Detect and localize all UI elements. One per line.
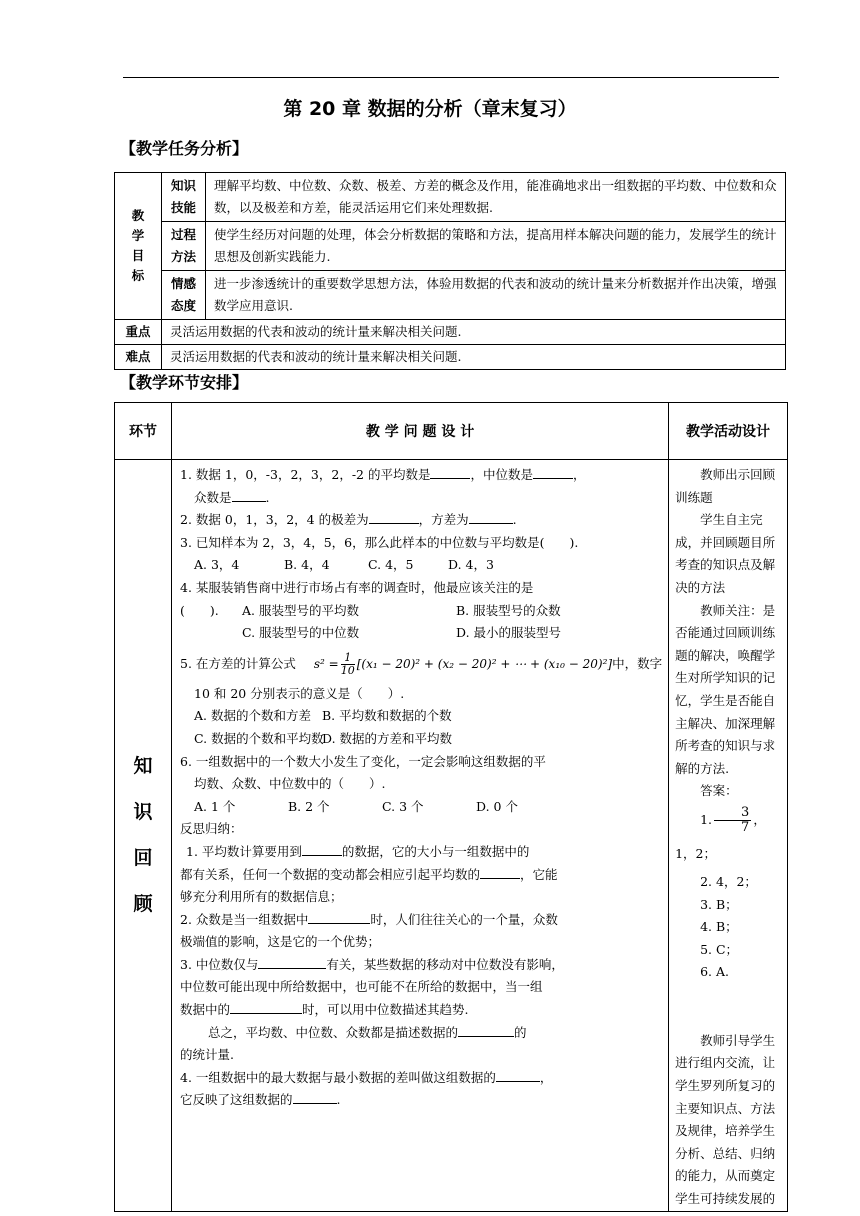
difficulty-text: 灵活运用数据的代表和波动的统计量来解决相关问题. [162, 345, 786, 370]
table-row [115, 460, 788, 1212]
reflection-2: 2. 众数是当一组数据中 时，人们往往关心的一个量，众数 [180, 909, 662, 932]
answer-item: 2. 4，2； [700, 873, 757, 889]
reflection-1-cont: 都有关系，任何一个数据的变动都会相应引起平均数的 ，它能 [180, 864, 662, 887]
row-label: 情感 态度 [162, 271, 206, 320]
row-text: 进一步渗透统计的重要数学思想方法，体验用数据的代表和波动的统计量来分析数据并作出决策，增强数学应用意识. [206, 271, 786, 320]
answer-label: 答案： [700, 783, 738, 799]
col-header-stage: 环节 [115, 403, 172, 460]
question-3-options: A. 3，4 B. 4，4 C. 4，5 D. 4，3 [194, 557, 494, 573]
row-text: 理解平均数、中位数、众数、极差、方差的概念及作用，能准确地求出一组数据的平均数、中位数和众数，以及极差和方差，能灵活运用它们来处理数据. [206, 173, 786, 222]
activity-text: 教师引导学生进行组内交流，让学生罗列所复习的主要知识点、方法及规律，培养学生分析、总结、归纳的能力，从而奠定学生可持续发展的 [675, 1032, 776, 1207]
col-header-question-design: 教 学 问 题 设 计 [172, 403, 669, 460]
table-row [115, 222, 786, 271]
question-1: 1. 数据 1，0，-3，2，3，2，-2 的平均数是 ，中位数是 ， [180, 464, 662, 487]
answer-item: 4. B； [700, 919, 738, 935]
reflection-4-cont: 它反映了这组数据的 . [180, 1089, 662, 1112]
reflection-3: 3. 中位数仅与 有关，某些数据的移动对中位数没有影响， [180, 954, 662, 977]
table-header-row [115, 403, 788, 460]
question-1-cont: 众数是 . [180, 487, 662, 510]
header-rule [123, 77, 779, 78]
stage-label: 知 识 回 顾 [115, 460, 172, 1212]
activity-text: 教师出示回顾训练题 [675, 467, 776, 505]
row-text: 使学生经历对问题的处理，体会分析数据的策略和方法，提高用样本解决问题的能力，发展学生的统计思想及创新实践能力. [206, 222, 786, 271]
task-analysis-table [114, 172, 786, 370]
reflection-heading: 反思归纳： [180, 821, 243, 837]
variance-formula: s² = $\frac{1}{10}$ [(x₁ − 20)² + (x₂ − 20)² + ⋯ + (x₁₀ − 20)²] [313, 650, 613, 677]
reflection-summary: 总之，平均数、中位数、众数都是描述数据的 的 [180, 1022, 662, 1045]
question-2: 2. 数据 0，1，3，2，4 的极差为 ，方差为 . [180, 509, 662, 532]
reflection-1-end: 够充分利用所有的数据信息； [180, 889, 343, 905]
reflection-3-cont2: 数据中的 时，可以用中位数描述其趋势. [180, 999, 662, 1022]
difficulty-label: 难点 [115, 345, 162, 370]
reflection-1: 1. 平均数计算要用到 的数据，它的大小与一组数据中的 [180, 841, 662, 864]
section-heading-teaching-plan: 【教学环节安排】 [120, 373, 249, 392]
question-6-cont: 均数、众数、中位数中的（ ）. [194, 776, 386, 792]
table-row [115, 271, 786, 320]
section-heading-task-analysis: 【教学任务分析】 [120, 139, 249, 158]
reflection-summary-cont: 的统计量. [180, 1047, 234, 1063]
key-label: 重点 [115, 320, 162, 345]
question-5: 5. 在方差的计算公式 s² = $\frac{1}{10}$ [(x₁ − 20)² + (x₂ − 20)² + ⋯ + (x₁₀ − 20)²]中，数字 [180, 650, 663, 677]
question-5-cont: 10 和 20 分别表示的意义是（ ）. [194, 685, 405, 701]
question-5-options-b: C. 数据的个数和平均数D. 数据的方差和平均数 [194, 730, 453, 746]
key-text: 灵活运用数据的代表和波动的统计量来解决相关问题. [162, 320, 786, 345]
question-5-options-a: A. 数据的个数和方差 B. 平均数和数据的个数 [194, 708, 452, 724]
teaching-plan-table [114, 402, 788, 1212]
answer-1: 1. $\frac{3}{7}$ ，1，2； [675, 804, 766, 861]
row-label: 过程 方法 [162, 222, 206, 271]
answer-item: 3. B； [700, 896, 738, 912]
answer-item: 5. C； [700, 941, 739, 957]
activity-text: 教师关注：是否能通过回顾训练题的解决，唤醒学生对所学知识的记忆，学生是否能自主解决、加深理解所考查的知识与求解的方法. [675, 602, 776, 776]
row-label: 知识 技能 [162, 173, 206, 222]
question-design-cell [172, 460, 669, 1212]
table-row [115, 173, 786, 222]
reflection-3-cont: 中位数可能出现中所给数据中，也可能不在所给的数据中，当一组 [180, 979, 543, 995]
col-header-activity-design: 教学活动设计 [669, 403, 788, 460]
answer-item: 6. A. [700, 964, 729, 980]
question-6: 6. 一组数据中的一个数大小发生了变化，一定会影响这组数据的平 [180, 753, 546, 769]
question-4-options-b: C. 服装型号的中位数 D. 最小的服装型号 [242, 625, 562, 641]
page-title: 第 20 章 数据的分析（章末复习） [283, 98, 577, 120]
goal-label: 教 学 目 标 [115, 173, 162, 320]
table-row [115, 345, 786, 370]
activity-text: 学生自主完成，并回顾题目所考查的知识点及解决的方法 [675, 512, 776, 595]
question-4: 4. 某服装销售商中进行市场占有率的调查时，他最应该关注的是 [180, 579, 534, 595]
table-row [115, 320, 786, 345]
activity-design-cell [669, 460, 788, 1212]
reflection-4: 4. 一组数据中的最大数据与最小数据的差叫做这组数据的 ， [180, 1067, 662, 1090]
question-4-options-a: ( ). A. 服装型号的平均数 B. 服装型号的众数 [180, 602, 561, 618]
question-6-options: A. 1 个 B. 2 个 C. 3 个 D. 0 个 [194, 798, 518, 814]
reflection-2-cont: 极端值的影响，这是它的一个优势； [180, 934, 381, 950]
question-3: 3. 已知样本为 2，3，4，5，6，那么此样本的中位数与平均数是( ). [180, 534, 579, 550]
